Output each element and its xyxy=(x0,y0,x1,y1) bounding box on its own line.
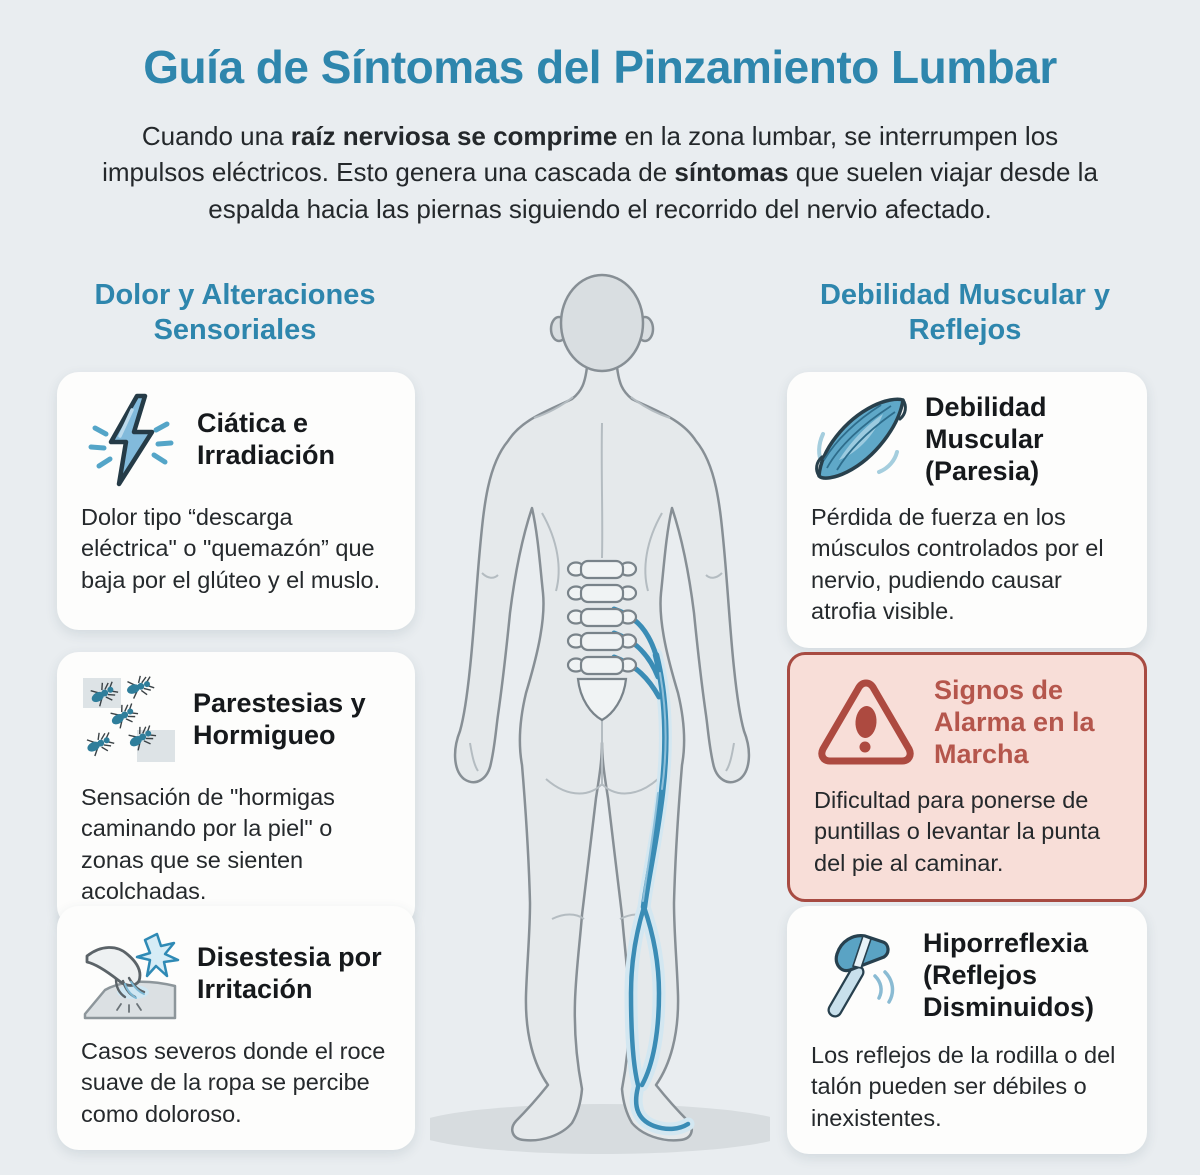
card-title-disestesia: Disestesia por Irritación xyxy=(197,942,382,1004)
card-title-debilidad: Debilidad Muscular (Paresia) xyxy=(925,392,1047,486)
page-title: Guía de Síntomas del Pinzamiento Lumbar xyxy=(143,41,1057,93)
intro-bold-1: raíz nerviosa se comprime xyxy=(290,121,618,151)
intro-paragraph xyxy=(90,118,1110,227)
card-body-debilidad: Pérdida de fuerza en los músculos controlados por el nervio, pudiendo causar atrofia visible. xyxy=(811,504,1104,625)
intro-text-2: en la zona lumbar, se interrumpen los impulsos eléctricos. Esto genera una cascada de xyxy=(102,121,1059,188)
intro-text-1: Cuando una xyxy=(141,121,291,151)
card-title-ciatica: Ciática e Irradiación xyxy=(197,408,336,470)
card-parestesias xyxy=(57,652,415,928)
intro-bold-2: síntomas xyxy=(674,157,789,188)
card-title-signos-alarma: Signos de Alarma en la Marcha xyxy=(934,675,1095,769)
card-body-signos-alarma: Dificultad para ponerse de puntillas o levantar la punta del pie al caminar. xyxy=(814,786,1101,876)
ants-icon xyxy=(81,672,177,768)
card-body-ciatica: Dolor tipo “descarga eléctrica" o "quemazón” que baja por el glúteo y el muslo. xyxy=(81,504,381,593)
card-debilidad xyxy=(787,372,1147,648)
reflex-hammer-icon xyxy=(811,926,907,1026)
card-title-parestesias: Parestesias y Hormigueo xyxy=(193,688,366,750)
left-column-header: Dolor y Alteraciones Sensoriales xyxy=(94,279,376,347)
floor-shadow xyxy=(430,1104,770,1154)
human-back-illustration xyxy=(430,273,770,1175)
muscle-icon xyxy=(811,392,909,488)
card-hiporreflexia xyxy=(787,906,1147,1154)
card-body-hiporreflexia: Los reflejos de la rodilla o del talón pueden ser débiles o inexistentes. xyxy=(811,1042,1116,1131)
lightning-icon xyxy=(81,392,181,488)
card-body-parestesias: Sensación de "hormigas caminando por la piel" o zonas que se sienten acolchadas. xyxy=(81,784,335,905)
card-disestesia xyxy=(57,906,415,1150)
card-body-disestesia: Casos severos donde el roce suave de la ropa se percibe como doloroso. xyxy=(81,1038,386,1127)
card-signos-alarma xyxy=(787,652,1147,902)
card-title-hiporreflexia: Hiporreflexia (Reflejos Disminuidos) xyxy=(923,928,1095,1022)
touch-irritation-icon xyxy=(81,926,181,1022)
intro-text-3: que suelen viajar desde la espalda hacia las piernas siguiendo el recorrido del nervio afectado. xyxy=(208,157,1098,224)
right-column-header: Debilidad Muscular y Reflejos xyxy=(819,279,1111,347)
card-ciatica xyxy=(57,372,415,630)
warning-footprint-icon xyxy=(814,676,918,770)
head xyxy=(561,275,643,371)
